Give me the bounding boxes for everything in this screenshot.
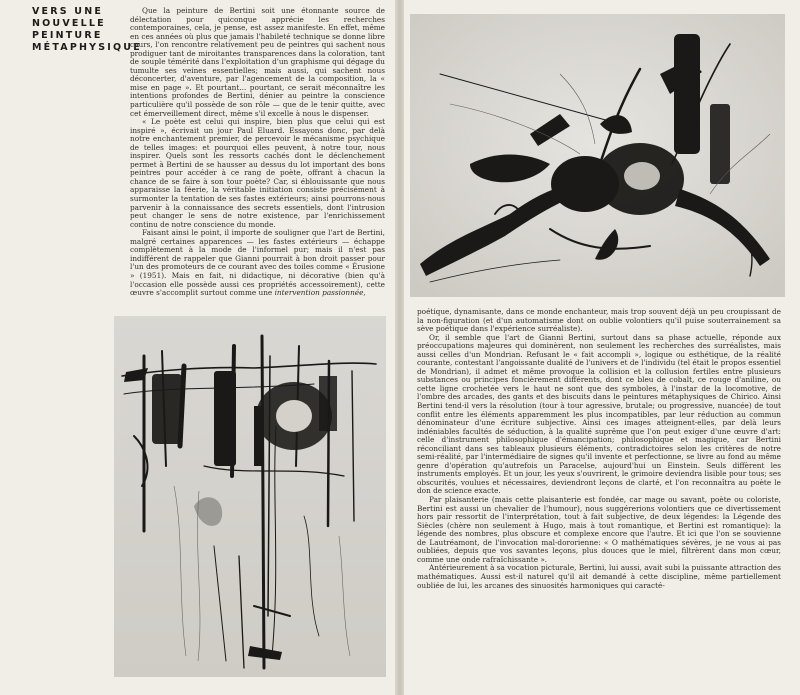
paragraph: Que la peinture de Bertini soit une étonnante source de délectation pour quiconque apprécie les recherches contemporaines, cela, je pense, est assez manifeste. En effet, même en ces années où plus que jamais l'habileté technique se donne libre cours, l'on rencontre relativement peu de peintres qui sachent nous prodiguer tant de miroitantes transparences dans la coloration, tant de souple témérité dans l'exploitation d'un graphisme qui dégage du tumulte ses veines essentielles; mais aussi, qui sachent nous déconcerter, d'aventure, par l'agencement de la composition, la « mise en page ». Et pourtant... pourtant, ce serait méconnaître les intentions profondes de Bertini, dénier au peintre la conscience particulière qu'il possède de son rôle — que de le tenir quitte, avec cet émerveillement direct, même s'il excelle à nous le dispenser. <box>130 6 385 118</box>
heading-line-3: PEINTURE <box>32 30 103 41</box>
heading-line-4: MÉTAPHYSIQUE <box>32 42 142 53</box>
paragraph: Antérieurement à sa vocation picturale, Bertini, lui aussi, avait subi la puissante attraction des mathématiques. Aussi est-il naturel qu'il ait demandé à cette discipline, même partiellement oubliée de lui, les arcanes des sinuosités harmoniques qui caracté- <box>417 563 781 590</box>
right-column-text <box>417 308 781 590</box>
artwork-vertical-image <box>114 316 386 677</box>
left-page <box>0 0 396 695</box>
left-column-text <box>130 7 385 298</box>
paragraph: poétique, dynamisante, dans ce monde enchanteur, mais trop souvent déjà un peu croupissant de la non-figuration (et d'un automatisme dont on oublie volontiers qu'il puise souterrainement sa sève poétique dans l'expérience surréaliste). <box>417 307 781 334</box>
heading-line-1: VERS UNE <box>32 6 104 17</box>
paragraph: Or, il semble que l'art de Gianni Bertini, surtout dans sa phase actuelle, réponde aux préoccupations majeures qui dominèrent, non seulement les recherches des surréalistes, mais aussi celles d'un Mondrian. Refusant le « fait accompli », logique ou esthétique, de la réalité courante, contestant l'angoissante dualité de l'univers et de l'individu (tel était le propos essentiel de Mondrian), il admet et même provoque la collision et la collusion fertiles entre plusieurs substances ou principes foncièrement différents, dont ce bleu de cobalt, ce rouge d'aniline, ou cette ligne crochetée vers le haut ne sont que des symboles, à l'instar de la locomotive, de l'ombre des arcades, des gants et des biscuits dans le peintures métaphysiques de Chirico. Ainsi Bertini tend-il vers la résolution (tour à tour agressive, brutale; ou progressive, nuancée) de tout conflit entre les éléments apparemment les plus incompatibles, par leur réduction au commun dénominateur d'une écriture subjective. Ainsi ces images atteignent-elles, par delà leurs indéniables facultés de séduction, à la qualité suprême que l'on peut exiger d'une œuvre d'art: celle d'instrument philosophique d'émancipation; philosophique et magique, car Bertini réconciliant dans ses tableaux plusieurs éléments, contradictoires selon les critères de notre semi-réalité, par l'intermédiaire de signes qu'il invente et perfectionne, se livre au fond au même genre d'opération qu'autrefois un Paracelse, aujourd'hui un Einstein. Seuls diffèrent les instruments employés. Et un jour, les yeux s'ouvrirent, le grimoire deviendra lisible pour tous; ses obscurités, voulues et nécessaires, deviendront leçons de clarté, et l'on reconnaîtra au poète le don de science exacte. <box>417 332 781 496</box>
paragraph-text: Faisant ainsi le point, il importe de souligner que l'art de Bertini, malgré certaines apparences — les fastes extérieurs — échappe complètement à la mode de l'informel pur; mais il n'est pas indifférent de rappeler que Gianni pourrait à bon droit passer pour l'un des promoteurs de ce courant avec des toiles comme « Érusione » (1951). Mais en fait, ni didactique, ni décorative (bien qu'à l'occasion elle possède aussi ces propriétés accessoirement), cette œuvre s'accomplit surtout comme une <box>130 228 385 298</box>
article-heading <box>32 6 140 54</box>
paragraph: Par plaisanterie (mais cette plaisanterie est fondée, car mage ou savant, poète ou coloriste, Bertini est aussi un chevalier de l'humour), nous suggérerions volontiers que ce divertissement hors pair ressortit de l'interprétation, tout à fait subjective, de deux légendes: la Légende des Siècles (chère non seulement à Hugo, mais à tout romantique, et Bertini est romantique): la légende des nombres, plus obscure et complexe encore que l'autre. Et ici que l'on se souvienne de Lautréamont, de l'invocation mal-dororienne: « O mathématiques sévères, je ne vous ai pas oubliées, depuis que vos savantes leçons, plus douces que le miel, filtrèrent dans mon cœur, comme une onde rafraîchissante ». <box>417 495 781 564</box>
abstract-painting-vertical-icon <box>114 316 386 677</box>
emphasis-text: intervention passionnée, <box>274 288 366 298</box>
artwork-horizontal-image <box>410 14 785 297</box>
heading-line-2: NOUVELLE <box>32 18 106 29</box>
paragraph: « Le poète est celui qui inspire, bien plus que celui qui est inspiré », écrivait un jour Paul Eluard. Essayons donc, par delà notre enchantement premier, de percevoir le mécanisme psychique de telles images: et pourquoi elles peuvent, à notre tour, nous inspirer. Quels sont les ressorts cachés dont le déclenchement permet à Bertini de se hausser au dessus du lot important des bons peintres pour accéder à ce rang de poète, offrant à chacun la chance de se faire à son tour poète? Car, si éblouissante que nous apparaisse la féerie, la véritable initiation consiste précisément à surmonter la tentation de ses fastes extérieurs; ainsi pourrons-nous parvenir à la connaissance des secrets essentiels, dont l'intrusion peut changer le sens de notre existence, par l'enrichissement continu de notre conscience du monde. <box>130 117 385 229</box>
abstract-painting-horizontal-icon <box>410 14 785 297</box>
paragraph <box>130 229 385 297</box>
